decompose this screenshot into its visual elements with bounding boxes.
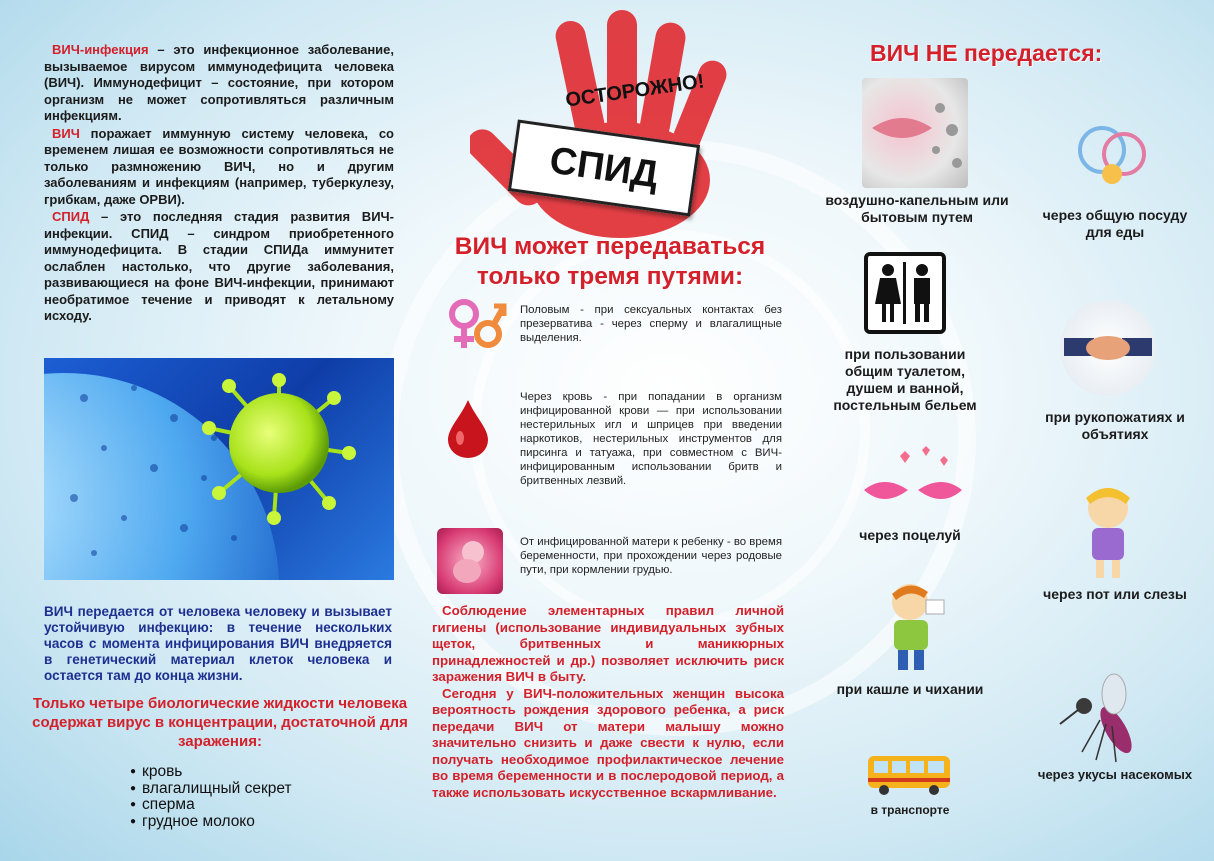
blood-drop-icon xyxy=(446,398,490,458)
gender-symbols-icon xyxy=(444,296,508,354)
caption-airborne: воздушно-капельным или бытовым путем xyxy=(825,192,1009,225)
aids-card: СПИД xyxy=(508,120,700,217)
hygiene-text: Соблюдение элементарных правил личной гигиены (использование индивидуальных зубных щеток, бритвенных и маникюрных принадлежностей и др.) позволяет исключить риск заражения ВИЧ в быту. Сегодня у ВИЧ-положительных женщин высока вероятность рождения здорового ребенка, а риск передачи ВИЧ от матери малышу можно значительно снизить и даже свести к нулю, если получать необходимое профилактическое лечение во время беременности и в послеродовой период, а также использовать искусственное вскармливание. xyxy=(432,603,784,800)
caption-cough: при кашле и чихании xyxy=(836,681,984,697)
dishes-icon xyxy=(1072,120,1150,195)
kiss-icon xyxy=(860,446,966,516)
hiv-transmission-text: ВИЧ передается от человека человеку и вызывает устойчивую инфекцию: в течение нескольких часов с момента инфицирования ВИЧ внедряется в генетический материал клеток человека и остается там до конца жизни. xyxy=(44,604,392,683)
caption-toilet: при пользовании общим туалетом, душем и ванной, постельным бельем xyxy=(833,346,977,413)
fetus-icon xyxy=(437,528,503,594)
not-transmitted-title: ВИЧ НЕ передается: xyxy=(870,40,1103,66)
fluids-list xyxy=(130,764,390,830)
list-item: ● кровь xyxy=(130,764,390,781)
list-item: ● сперма xyxy=(130,797,390,814)
mosquito-icon xyxy=(1056,672,1156,764)
toilet-sign-icon xyxy=(864,252,946,334)
caption-kiss: через поцелуй xyxy=(859,527,961,543)
route-blood-text: Через кровь - при попадании в организм инфицированной крови — при использовании нестерильных игл и шприцев при введении наркотиков, нестерильных инструментов для пирсинга и татуажа, при совместном с ВИЧ-инфицированным использовании бритв и бритвенных лезвий. xyxy=(520,391,782,487)
transmission-heading: ВИЧ может передаваться только тремя путями: xyxy=(454,233,766,290)
virus-image xyxy=(44,358,394,580)
list-item: ● грудное молоко xyxy=(130,814,390,831)
term-hiv-infection: ВИЧ-инфекция xyxy=(52,42,149,57)
route-mother-child-text: От инфицированной матери к ребенку - во время беременности, при прохождении через родовые пути, при кормлении грудью. xyxy=(520,536,782,576)
airborne-mouth-icon xyxy=(862,78,968,188)
caption-handshake: при рукопожатиях и объятиях xyxy=(1045,409,1185,442)
handshake-icon xyxy=(1060,300,1156,396)
caption-transport: в транспорте xyxy=(870,803,950,817)
crying-girl-icon xyxy=(1064,478,1150,582)
bus-icon xyxy=(866,752,952,796)
caution-label: ОСТОРОЖНО! xyxy=(564,70,706,112)
caption-dishes: через общую посуду для еды xyxy=(1042,207,1188,240)
caption-insects: через укусы насекомых xyxy=(1037,767,1193,782)
sneezing-boy-icon xyxy=(872,578,956,674)
route-sexual-text: Половым - при сексуальных контактах без презерватива - через сперму и влагалищные выделения. xyxy=(520,304,782,344)
term-hiv: ВИЧ xyxy=(52,125,80,141)
term-aids: СПИД xyxy=(52,209,90,224)
list-item: ● влагалищный секрет xyxy=(130,781,390,798)
fluids-title: Только четыре биологические жидкости человека содержат вирус в концентрации, достаточной для заражения: xyxy=(32,695,408,750)
intro-text: ВИЧ-инфекция – это инфекционное заболевание, вызываемое вирусом иммунодефицита человека (ВИЧ). Иммунодефицит – состояние, при котором организм не может сопротивляться различным инфекциям. ВИЧ поражает иммунную систему человека, со временем лишая ее возможности сопротивляться не только размножению ВИЧ, но и другим заболеваниям и инфекциям (например, туберкулезу, грибкам, даже ОРВИ). СПИД – это последняя стадия развития ВИЧ-инфекции. СПИД – синдром приобретенного иммунодефицита. В стадии СПИДа иммунитет ослаблен настолько, что другие заболевания, развивающиеся на фоне ВИЧ-инфекции, принимают необратимое течение и приводят к летальному исходу. xyxy=(44,42,394,323)
caption-sweat-tears: через пот или слезы xyxy=(1043,586,1187,602)
